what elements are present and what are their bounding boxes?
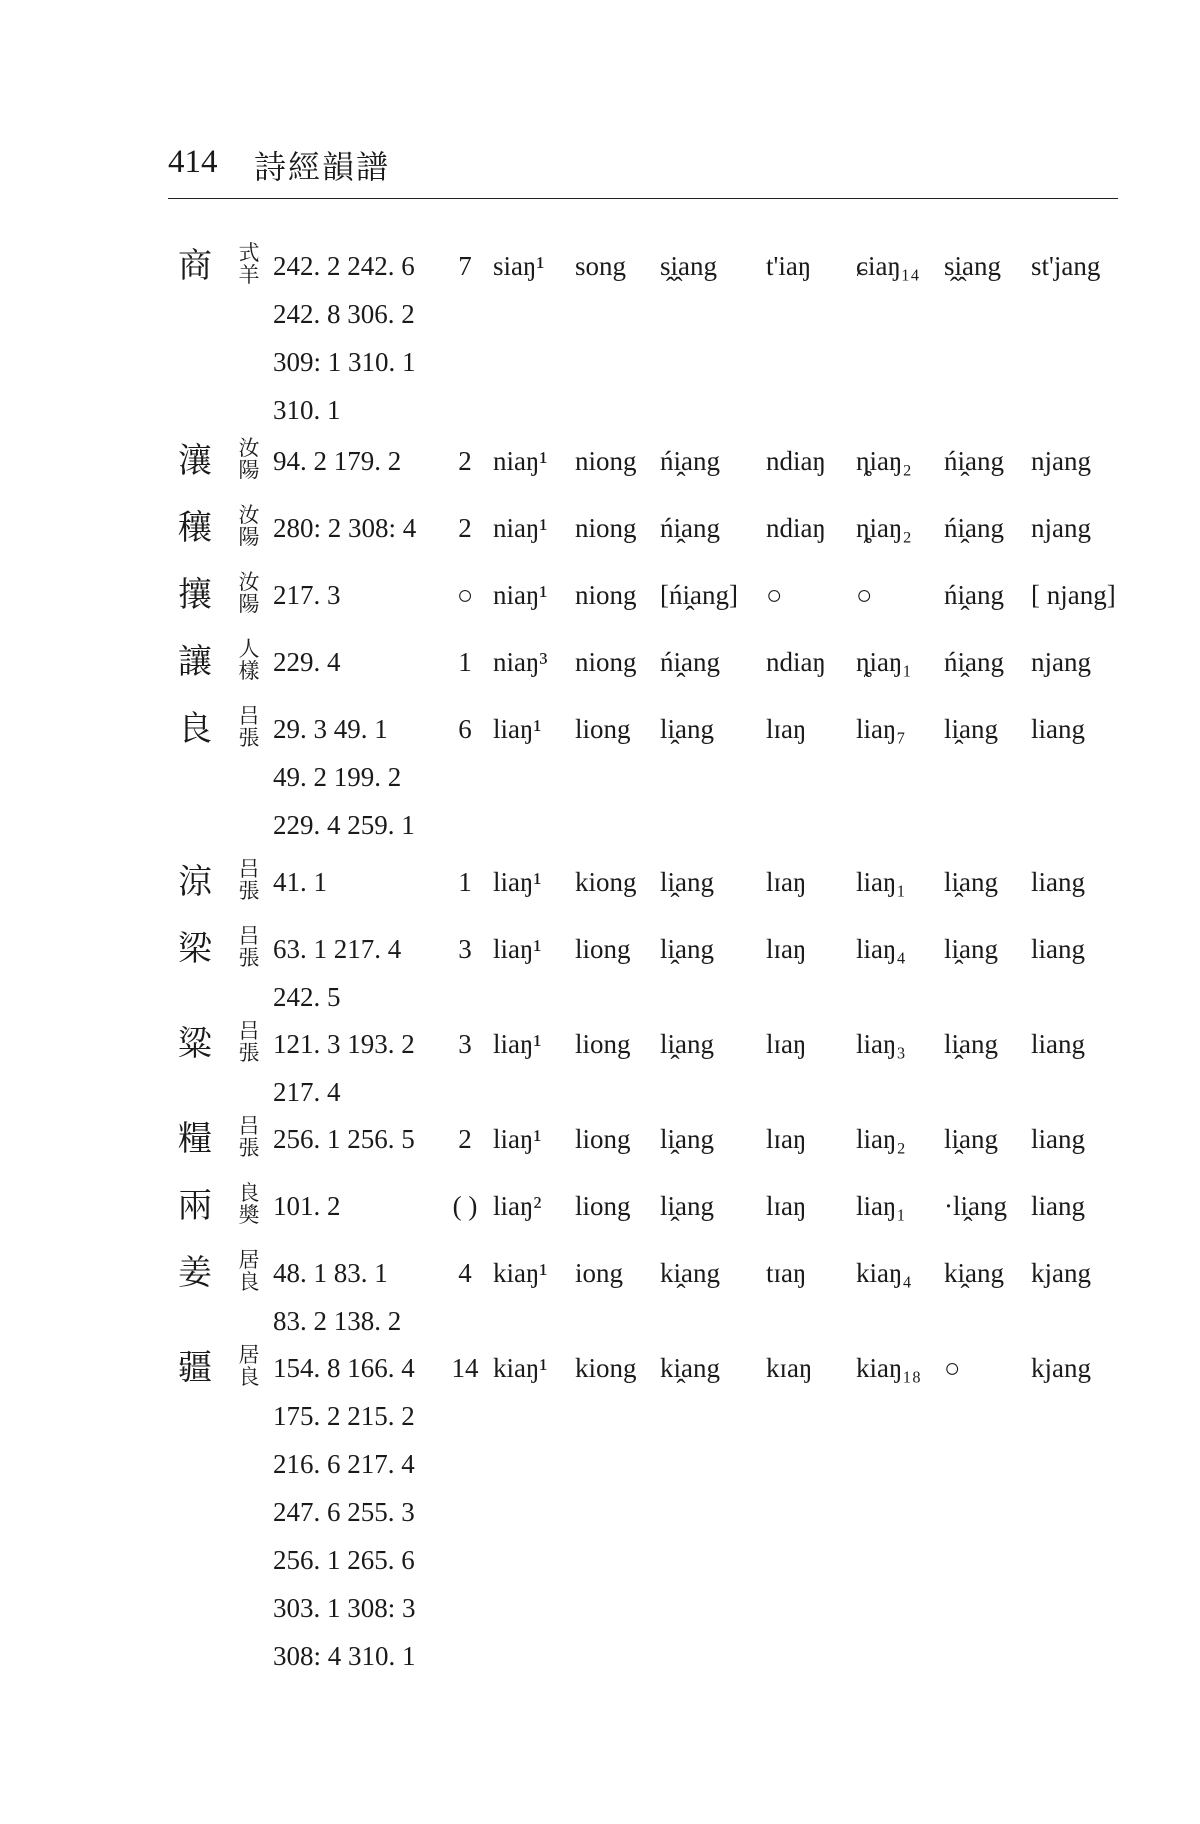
ode-reference-line: 303. 1 308: 3 <box>273 1593 416 1623</box>
occurrence-count: 2 <box>458 513 472 543</box>
head-character: 攘 <box>178 575 212 615</box>
head-character: 疆 <box>178 1348 212 1388</box>
reconstruction-2: song <box>575 251 627 281</box>
reconstruction-1: liaŋ¹ <box>493 934 542 964</box>
fanqie-spelling: 吕張 <box>238 924 260 970</box>
ode-references <box>273 705 415 849</box>
reconstruction-3: ki̭ang <box>660 1353 720 1383</box>
reconstruction-7: liang <box>1031 1191 1085 1221</box>
head-character: 梁 <box>178 929 212 969</box>
ode-references <box>273 437 401 485</box>
occurrence-count: 7 <box>458 251 472 281</box>
reconstruction-7: liang <box>1031 1029 1085 1059</box>
reconstruction-3: li̭ang <box>660 1029 714 1059</box>
reconstruction-1: niaŋ¹ <box>493 580 548 610</box>
reconstruction-6: s̭i̭ang <box>944 251 1001 281</box>
ode-reference-line: 63. 1 217. 4 <box>273 934 402 964</box>
reconstruction-7: st'jang <box>1031 251 1101 281</box>
ode-references <box>273 858 327 906</box>
reconstruction-3: ńi̭ang <box>660 513 720 543</box>
reconstruction-5: liaŋ₁ <box>856 867 906 897</box>
reconstruction-7: [ njang] <box>1031 580 1116 610</box>
head-character: 穰 <box>178 508 212 548</box>
reconstruction-7: liang <box>1031 934 1085 964</box>
ode-reference-line: 48. 1 83. 1 <box>273 1258 388 1288</box>
reconstruction-2: niong <box>575 513 637 543</box>
ode-references <box>273 571 341 619</box>
page-number: 414 <box>168 144 218 180</box>
reconstruction-2: liong <box>575 1124 631 1154</box>
reconstruction-6: ○ <box>944 1353 961 1383</box>
reconstruction-6: li̭ang <box>944 934 998 964</box>
occurrence-count: 4 <box>458 1258 472 1288</box>
reconstruction-5: liaŋ₁ <box>856 1191 906 1221</box>
occurrence-count: 2 <box>458 1124 472 1154</box>
occurrence-count: ( ) <box>452 1191 478 1221</box>
occurrence-count: 1 <box>458 867 472 897</box>
ode-references <box>273 925 401 1021</box>
reconstruction-1: liaŋ¹ <box>493 867 542 897</box>
ode-reference-line: 256. 1 256. 5 <box>273 1124 415 1154</box>
reconstruction-6: ·li̭ang <box>944 1191 1007 1221</box>
reconstruction-2: kiong <box>575 867 637 897</box>
ode-reference-line: 121. 3 193. 2 <box>273 1029 415 1059</box>
reconstruction-2: niong <box>575 446 637 476</box>
reconstruction-2: liong <box>575 934 631 964</box>
ode-reference-line: 247. 6 255. 3 <box>273 1497 415 1527</box>
reconstruction-6: li̭ang <box>944 867 998 897</box>
reconstruction-3: li̭ang <box>660 1191 714 1221</box>
head-character: 姜 <box>178 1253 212 1293</box>
reconstruction-3: ńi̭ang <box>660 647 720 677</box>
ode-reference-line: 309: 1 310. 1 <box>273 347 416 377</box>
ode-reference-line: 175. 2 215. 2 <box>273 1401 415 1431</box>
ode-reference-line: 83. 2 138. 2 <box>273 1306 402 1336</box>
ode-reference-line: 242. 8 306. 2 <box>273 299 415 329</box>
reconstruction-6: ńi̭ang <box>944 647 1004 677</box>
reconstruction-6: li̭ang <box>944 1029 998 1059</box>
reconstruction-1: liaŋ² <box>493 1191 542 1221</box>
reconstruction-2: liong <box>575 714 631 744</box>
reconstruction-6: li̭ang <box>944 1124 998 1154</box>
reconstruction-3: li̭ang <box>660 1124 714 1154</box>
reconstruction-2: niong <box>575 580 637 610</box>
fanqie-spelling: 居良 <box>238 1343 260 1389</box>
reconstruction-5: kiaŋ₁₈ <box>856 1353 922 1383</box>
reconstruction-1: niaŋ¹ <box>493 446 548 476</box>
reconstruction-2: niong <box>575 647 637 677</box>
head-character: 糧 <box>178 1119 212 1159</box>
reconstruction-5: ȵiaŋ₁ <box>856 647 912 677</box>
head-character: 兩 <box>178 1186 212 1226</box>
ode-reference-line: 41. 1 <box>273 867 327 897</box>
reconstruction-4: ndiaŋ <box>766 647 826 677</box>
ode-references <box>273 1182 341 1230</box>
head-character: 商 <box>178 246 212 286</box>
fanqie-spelling: 吕張 <box>238 1019 260 1065</box>
reconstruction-4: lɪaŋ <box>766 867 807 897</box>
ode-reference-line: 217. 3 <box>273 580 341 610</box>
occurrence-count: 14 <box>451 1353 479 1383</box>
ode-reference-line: 49. 2 199. 2 <box>273 762 402 792</box>
reconstruction-7: kjang <box>1031 1353 1091 1383</box>
reconstruction-7: njang <box>1031 446 1091 476</box>
reconstruction-3: li̭ang <box>660 934 714 964</box>
reconstruction-5: liaŋ₂ <box>856 1124 906 1154</box>
occurrence-count: 3 <box>458 1029 472 1059</box>
reconstruction-5: ȵiaŋ₂ <box>856 446 912 476</box>
head-character: 粱 <box>178 1024 212 1064</box>
ode-references <box>273 1115 415 1163</box>
fanqie-spelling: 居良 <box>238 1248 260 1294</box>
fanqie-spelling: 汝陽 <box>238 570 260 616</box>
reconstruction-1: liaŋ¹ <box>493 714 542 744</box>
reconstruction-7: njang <box>1031 513 1091 543</box>
reconstruction-5: liaŋ₃ <box>856 1029 906 1059</box>
reconstruction-5: ȵiaŋ₂ <box>856 513 912 543</box>
ode-reference-line: 308: 4 310. 1 <box>273 1641 416 1671</box>
reconstruction-3: li̭ang <box>660 867 714 897</box>
reconstruction-4: ndiaŋ <box>766 446 826 476</box>
reconstruction-2: kiong <box>575 1353 637 1383</box>
page-header <box>168 140 1118 199</box>
fanqie-spelling: 良奬 <box>238 1181 260 1227</box>
reconstruction-1: niaŋ¹ <box>493 513 548 543</box>
reconstruction-2: iong <box>575 1258 624 1288</box>
reconstruction-7: njang <box>1031 647 1091 677</box>
book-title: 詩經韻譜 <box>254 148 391 186</box>
fanqie-spelling: 汝陽 <box>238 503 260 549</box>
reconstruction-5: ɕiaŋ₁₄ <box>856 251 920 281</box>
head-character: 良 <box>178 709 212 749</box>
reconstruction-4: lɪaŋ <box>766 934 807 964</box>
reconstruction-1: liaŋ¹ <box>493 1029 542 1059</box>
reconstruction-2: liong <box>575 1191 631 1221</box>
head-character: 涼 <box>178 862 212 902</box>
reconstruction-5: liaŋ₄ <box>856 934 906 964</box>
fanqie-spelling: 吕張 <box>238 857 260 903</box>
reconstruction-1: kiaŋ¹ <box>493 1353 548 1383</box>
reconstruction-1: liaŋ¹ <box>493 1124 542 1154</box>
ode-reference-line: 29. 3 49. 1 <box>273 714 388 744</box>
ode-references <box>273 1249 401 1345</box>
reconstruction-6: ńi̭ang <box>944 513 1004 543</box>
reconstruction-6: ńi̭ang <box>944 580 1004 610</box>
occurrence-count: 1 <box>458 647 472 677</box>
reconstruction-5: ○ <box>856 580 873 610</box>
reconstruction-6: ńi̭ang <box>944 446 1004 476</box>
occurrence-count: 3 <box>458 934 472 964</box>
reconstruction-4: ndiaŋ <box>766 513 826 543</box>
reconstruction-4: kɪaŋ <box>766 1353 813 1383</box>
occurrence-count: 2 <box>458 446 472 476</box>
ode-reference-line: 310. 1 <box>273 395 341 425</box>
reconstruction-4: lɪaŋ <box>766 714 807 744</box>
reconstruction-3: [ńi̭ang] <box>660 580 738 610</box>
ode-references <box>273 504 416 552</box>
ode-reference-line: 217. 4 <box>273 1077 341 1107</box>
ode-reference-line: 216. 6 217. 4 <box>273 1449 415 1479</box>
head-character: 瀼 <box>178 441 212 481</box>
reconstruction-6: ki̭ang <box>944 1258 1004 1288</box>
ode-references <box>273 1020 415 1116</box>
ode-reference-line: 280: 2 308: 4 <box>273 513 417 543</box>
reconstruction-3: ki̭ang <box>660 1258 720 1288</box>
ode-reference-line: 242. 2 242. 6 <box>273 251 415 281</box>
reconstruction-1: siaŋ¹ <box>493 251 545 281</box>
ode-reference-line: 94. 2 179. 2 <box>273 446 402 476</box>
ode-reference-line: 154. 8 166. 4 <box>273 1353 415 1383</box>
reconstruction-3: ńi̭ang <box>660 446 720 476</box>
ode-reference-line: 229. 4 <box>273 647 341 677</box>
occurrence-count: ○ <box>456 580 474 610</box>
ode-reference-line: 256. 1 265. 6 <box>273 1545 415 1575</box>
reconstruction-6: li̭ang <box>944 714 998 744</box>
reconstruction-1: niaŋ³ <box>493 647 548 677</box>
reconstruction-4: lɪaŋ <box>766 1191 807 1221</box>
occurrence-count: 6 <box>458 714 472 744</box>
reconstruction-2: liong <box>575 1029 631 1059</box>
fanqie-spelling: 吕張 <box>238 704 260 750</box>
reconstruction-7: kjang <box>1031 1258 1091 1288</box>
reconstruction-7: liang <box>1031 1124 1085 1154</box>
reconstruction-3: s̭i̭ang <box>660 251 717 281</box>
ode-reference-line: 242. 5 <box>273 982 341 1012</box>
ode-references <box>273 1344 416 1680</box>
reconstruction-4: ○ <box>766 580 783 610</box>
reconstruction-4: lɪaŋ <box>766 1029 807 1059</box>
reconstruction-7: liang <box>1031 867 1085 897</box>
reconstruction-4: lɪaŋ <box>766 1124 807 1154</box>
reconstruction-4: tɪaŋ <box>766 1258 807 1288</box>
fanqie-spelling: 吕張 <box>238 1114 260 1160</box>
fanqie-spelling: 式羊 <box>238 241 260 287</box>
ode-references <box>273 638 341 686</box>
ode-reference-line: 229. 4 259. 1 <box>273 810 415 840</box>
reconstruction-3: li̭ang <box>660 714 714 744</box>
reconstruction-5: kiaŋ₄ <box>856 1258 912 1288</box>
fanqie-spelling: 汝陽 <box>238 436 260 482</box>
ode-reference-line: 101. 2 <box>273 1191 341 1221</box>
reconstruction-5: liaŋ₇ <box>856 714 906 744</box>
fanqie-spelling: 人樣 <box>238 637 260 683</box>
head-character: 讓 <box>178 642 212 682</box>
reconstruction-1: kiaŋ¹ <box>493 1258 548 1288</box>
reconstruction-4: t'iaŋ <box>766 251 812 281</box>
ode-references <box>273 242 416 434</box>
reconstruction-7: liang <box>1031 714 1085 744</box>
